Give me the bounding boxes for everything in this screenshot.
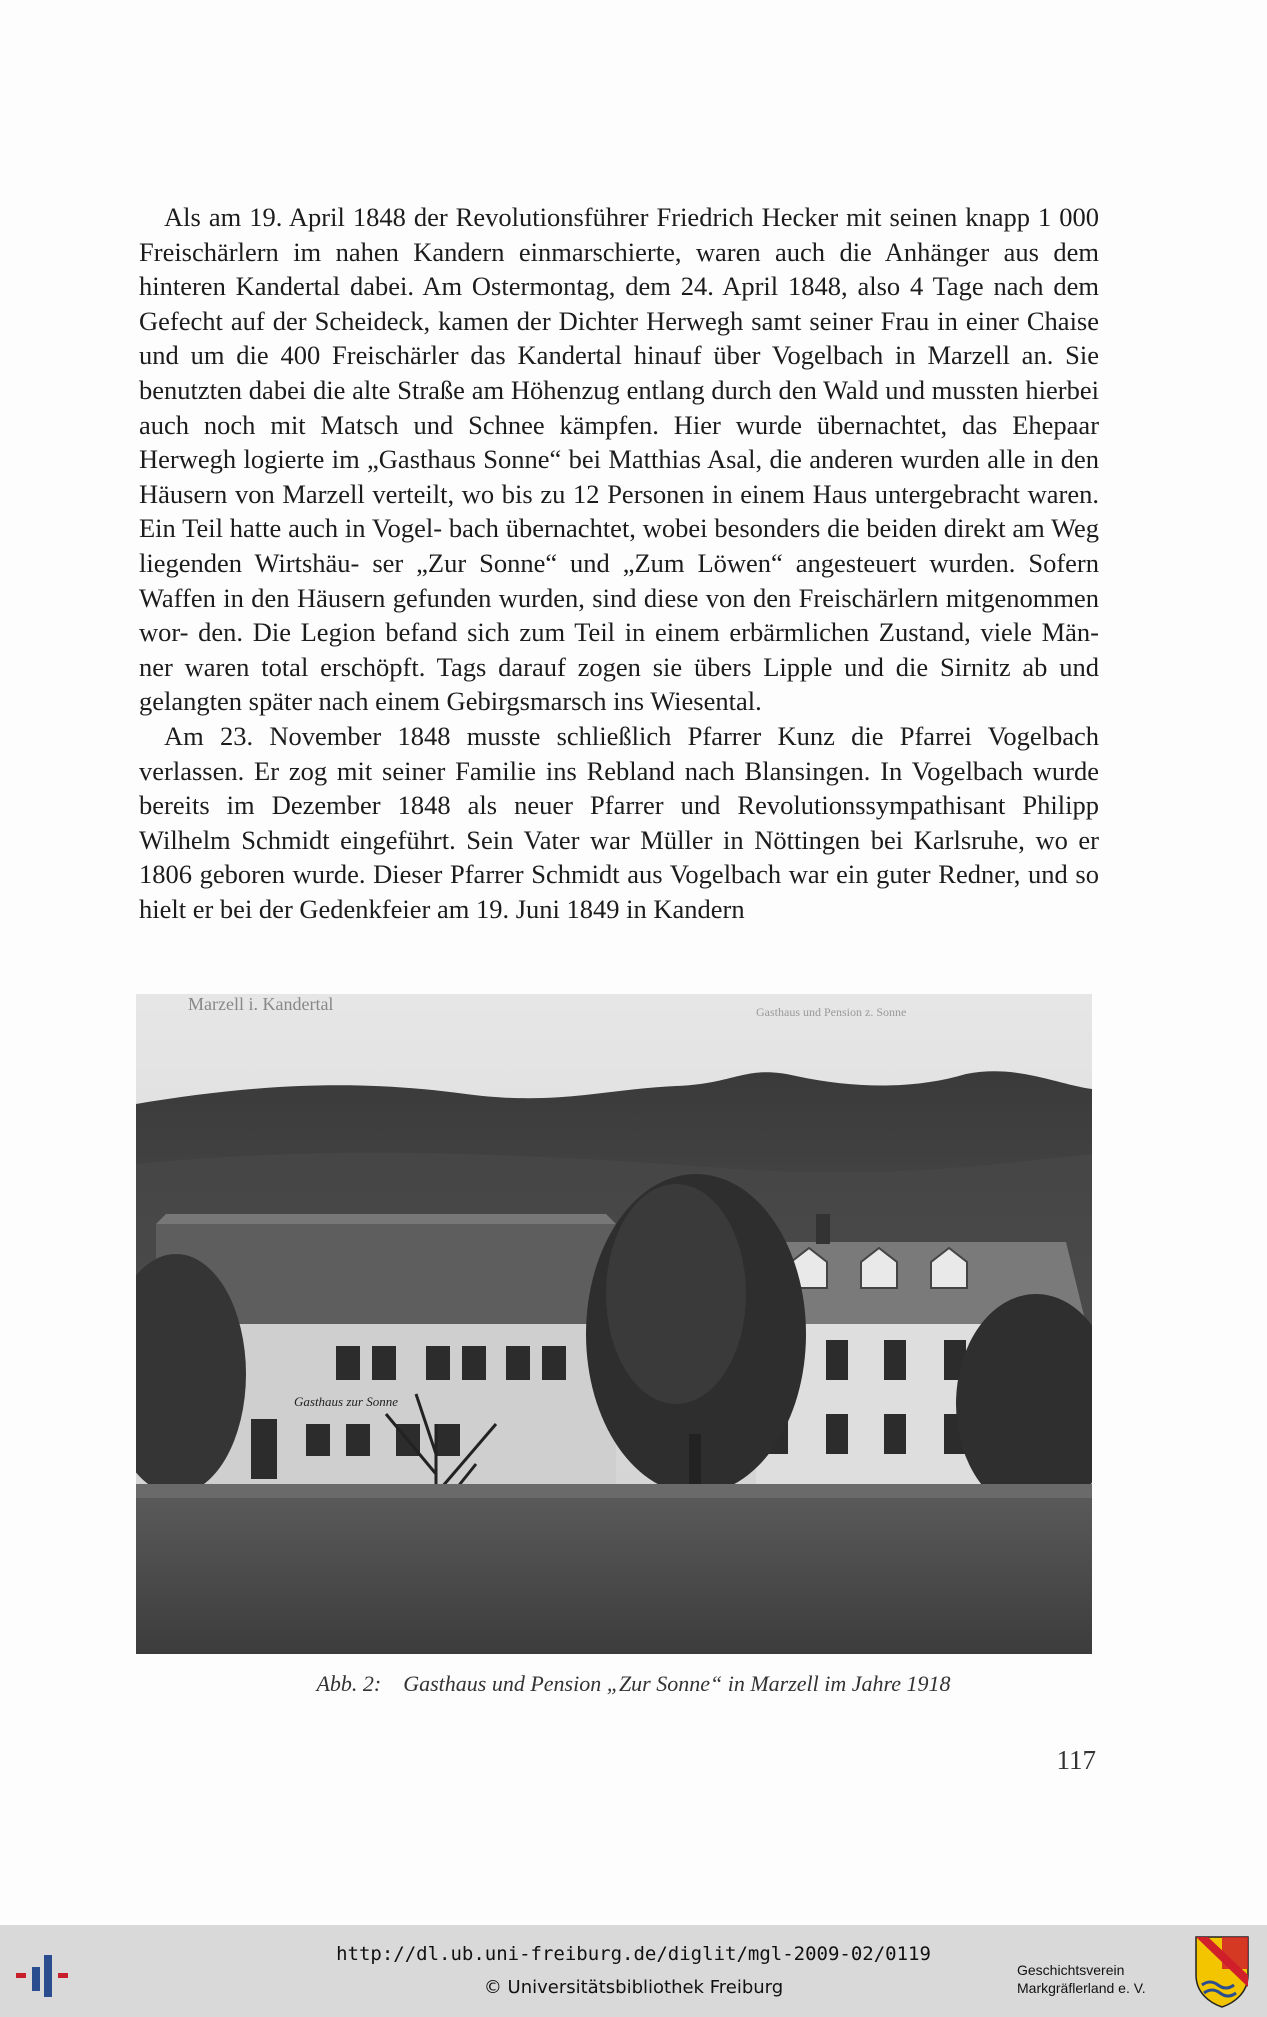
text-line: durch den Wald und mussten hierbei auch noch mit Matsch und Schnee kämpfen. [139, 374, 1099, 440]
text-line: den. Die Legion befand sich zum Teil in einem erbärmlichen Zustand, viele Män- [198, 617, 1099, 648]
document-url-link[interactable]: http://dl.ub.uni-freiburg.de/diglit/mgl-2009-02/0119 [336, 1943, 931, 1965]
paragraph [139, 200, 1099, 719]
text-line: Karlsruhe, wo er 1806 geboren wurde. Dieser Pfarrer Schmidt aus Vogelbach war [139, 824, 1100, 890]
text-line: ein guter Redner, und so hielt er bei der Gedenkfeier am 19. Juni 1849 in Kandern [139, 859, 1099, 924]
photo-label-right: Gasthaus und Pension z. Sonne [756, 1005, 907, 1019]
society-line-1: Geschichtsverein [1017, 1962, 1125, 1978]
text-line: zu 12 Personen in einem Haus untergebracht waren. Ein Teil hatte auch in Vogel- [139, 478, 1100, 544]
society-name [1017, 1961, 1146, 1997]
caption-text: Gasthaus und Pension „Zur Sonne“ in Marzell im Jahre 1918 [403, 1671, 951, 1696]
copyright-text: © Universitätsbibliothek Freiburg [483, 1977, 784, 1998]
caption-label: Abb. 2: [316, 1671, 382, 1696]
text-line: wurde bereits im Dezember 1848 als neuer Pfarrer und Revolutionssympathisant [139, 755, 1100, 821]
text-line: Matthias Asal, die anderen wurden alle in den Häusern von Marzell verteilt, wo bis [139, 444, 1100, 509]
footer-bar [0, 1925, 1267, 2017]
photo-sign-text: Gasthaus zur Sonne [294, 1394, 399, 1409]
text-line: bach übernachtet, wobei besonders die beiden direkt am Weg liegenden Wirtshäu- [139, 513, 1099, 578]
text-line: Am 23. November 1848 musste schließlich Pfarrer Kunz die Pfarrei Vogelbach [164, 720, 1099, 751]
text-line: 4 Tage nach dem Gefecht auf der Scheideck, kamen der Dichter Herwegh samt [139, 271, 1100, 336]
photo-label-left: Marzell i. Kandertal [188, 994, 334, 1014]
paragraph [139, 719, 1099, 927]
page-number: 117 [1056, 1745, 1096, 1775]
body-text [139, 200, 1099, 926]
text-line: aus dem hinteren Kandertal dabei. Am Ostermontag, dem 24. April 1848, also [139, 236, 1100, 302]
text-line: Als am 19. April 1848 der Revolutionsführer Friedrich Hecker mit seinen knapp [164, 202, 1030, 232]
text-line: Häusern gefunden wurden, sind diese von den Freischärlern mitgenommen wor- [139, 582, 1099, 648]
text-line: seiner Frau in einer Chaise und um die 400 Freischärler das Kandertal hinauf über [139, 305, 1100, 371]
text-line: Vogelbach in Marzell an. Sie benutzten dabei die alte Straße am Höhenzug entlang [139, 340, 1100, 405]
text-line: und gelangten später nach einem Gebirgsmarsch ins Wiesental. [139, 651, 1100, 717]
text-line: ner waren total erschöpft. Tags darauf zogen sie übers Lipple und die Sirnitz ab [139, 651, 1048, 682]
historic-photo [136, 994, 1092, 1654]
text-line: verlassen. Er zog mit seiner Familie ins Rebland nach Blansingen. In Vogelbach [139, 755, 1023, 786]
text-line: 1 000 Freischärlern im nahen Kandern einmarschierte, waren auch die Anhänger [139, 202, 1100, 267]
society-line-2: Markgräflerland e. V. [1017, 1980, 1146, 1996]
text-line: ser „Zur Sonne“ und „Zum Löwen“ angesteuert wurden. Sofern Waffen in den [139, 547, 1100, 613]
coat-of-arms-icon [1194, 1935, 1250, 2009]
text-line: Hier wurde übernachtet, das Ehepaar Herwegh logierte im „Gasthaus Sonne“ bei [139, 409, 1100, 475]
figure-caption [0, 1671, 1267, 1697]
text-line: Philipp Wilhelm Schmidt eingeführt. Sein Vater war Müller in Nöttingen bei [139, 790, 1099, 855]
